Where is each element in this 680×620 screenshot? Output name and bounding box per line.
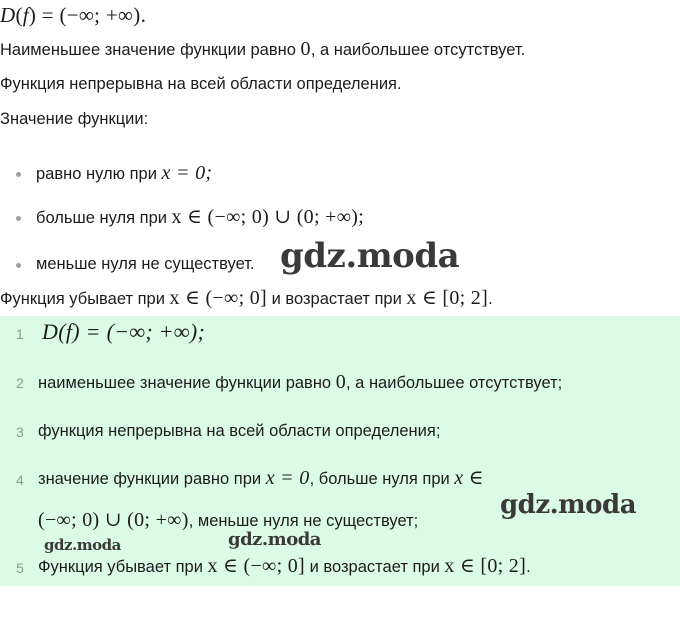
item5-m1: x ∈ (−∞; 0]: [207, 555, 306, 577]
min-post: , а наибольшее отсутствует.: [310, 41, 526, 59]
domain-fn: D: [0, 3, 16, 27]
answer-item-2: [38, 371, 562, 394]
answer-item-4-line1: [38, 467, 484, 490]
bullet-item-1: [36, 162, 212, 185]
item2-zero: 0: [335, 371, 347, 393]
domain-end: .: [140, 3, 147, 27]
bullet-2-text: больше нуля при: [36, 209, 172, 227]
answer-num-4: 4: [16, 472, 24, 488]
bullet-item-3: меньше нуля не существует.: [36, 255, 255, 273]
bullet-dot-1: [16, 172, 21, 177]
bullet-item-2: [36, 206, 364, 229]
answer-item-3: функция непрерывна на всей области определения;: [38, 422, 441, 440]
continuous-line: Функция непрерывна на всей области определения.: [0, 75, 402, 93]
bullet-dot-2: [16, 216, 21, 221]
item4-m2: x ∈: [454, 467, 484, 489]
item5-mid: и возрастает при: [305, 558, 445, 576]
bullet-2-math: x ∈ (−∞; 0) ∪ (0; +∞);: [171, 206, 365, 228]
item5-pre: Функция убывает при: [38, 558, 208, 576]
mono-mid: и возрастает при: [267, 290, 407, 308]
bullet-1-text: равно нулю при: [36, 165, 162, 183]
watermark-small-2: gdz.moda: [228, 529, 321, 550]
answer-num-5: 5: [16, 560, 24, 576]
answer-num-2: 2: [16, 375, 24, 391]
mono-m1: x ∈ (−∞; 0]: [169, 287, 268, 309]
item4-m3: (−∞; 0) ∪ (0; +∞): [38, 509, 189, 531]
item5-m2: x ∈ [0; 2]: [444, 555, 527, 577]
answer-item-1: D(f) = (−∞; +∞);: [42, 319, 206, 344]
min-zero: 0: [300, 38, 311, 60]
domain-value: (−∞; +∞): [59, 3, 141, 27]
min-pre: Наименьшее значение функции равно: [0, 41, 301, 59]
min-line: [0, 38, 525, 61]
bullet-dot-3: [16, 263, 21, 268]
monotonic-line: [0, 287, 493, 310]
item4-m1: x = 0: [265, 467, 310, 489]
domain-line: D(f) = (−∞; +∞).: [0, 3, 147, 27]
mono-m2: x ∈ [0; 2]: [406, 287, 489, 309]
item5-end: .: [526, 558, 531, 576]
watermark-small-1: gdz.moda: [44, 536, 121, 554]
watermark-large-1: gdz.moda: [280, 236, 460, 276]
watermark-large-2: gdz.moda: [500, 490, 637, 520]
item4-post: , меньше нуля не существует;: [188, 512, 419, 530]
values-heading: Значение функции:: [0, 110, 149, 128]
bullet-1-math: x = 0;: [161, 162, 213, 184]
item4-mid: , больше нуля при: [309, 470, 455, 488]
answer-num-3: 3: [16, 424, 24, 440]
answer-num-1: 1: [16, 326, 24, 342]
mono-end: .: [488, 290, 493, 308]
domain-arg: f: [22, 3, 29, 27]
mono-pre: Функция убывает при: [0, 290, 170, 308]
item2-pre: наименьшее значение функции равно: [38, 374, 336, 392]
item2-post: , а наибольшее отсутствует;: [346, 374, 563, 392]
answer-item-5: [38, 555, 531, 578]
item4-pre: значение функции равно при: [38, 470, 266, 488]
